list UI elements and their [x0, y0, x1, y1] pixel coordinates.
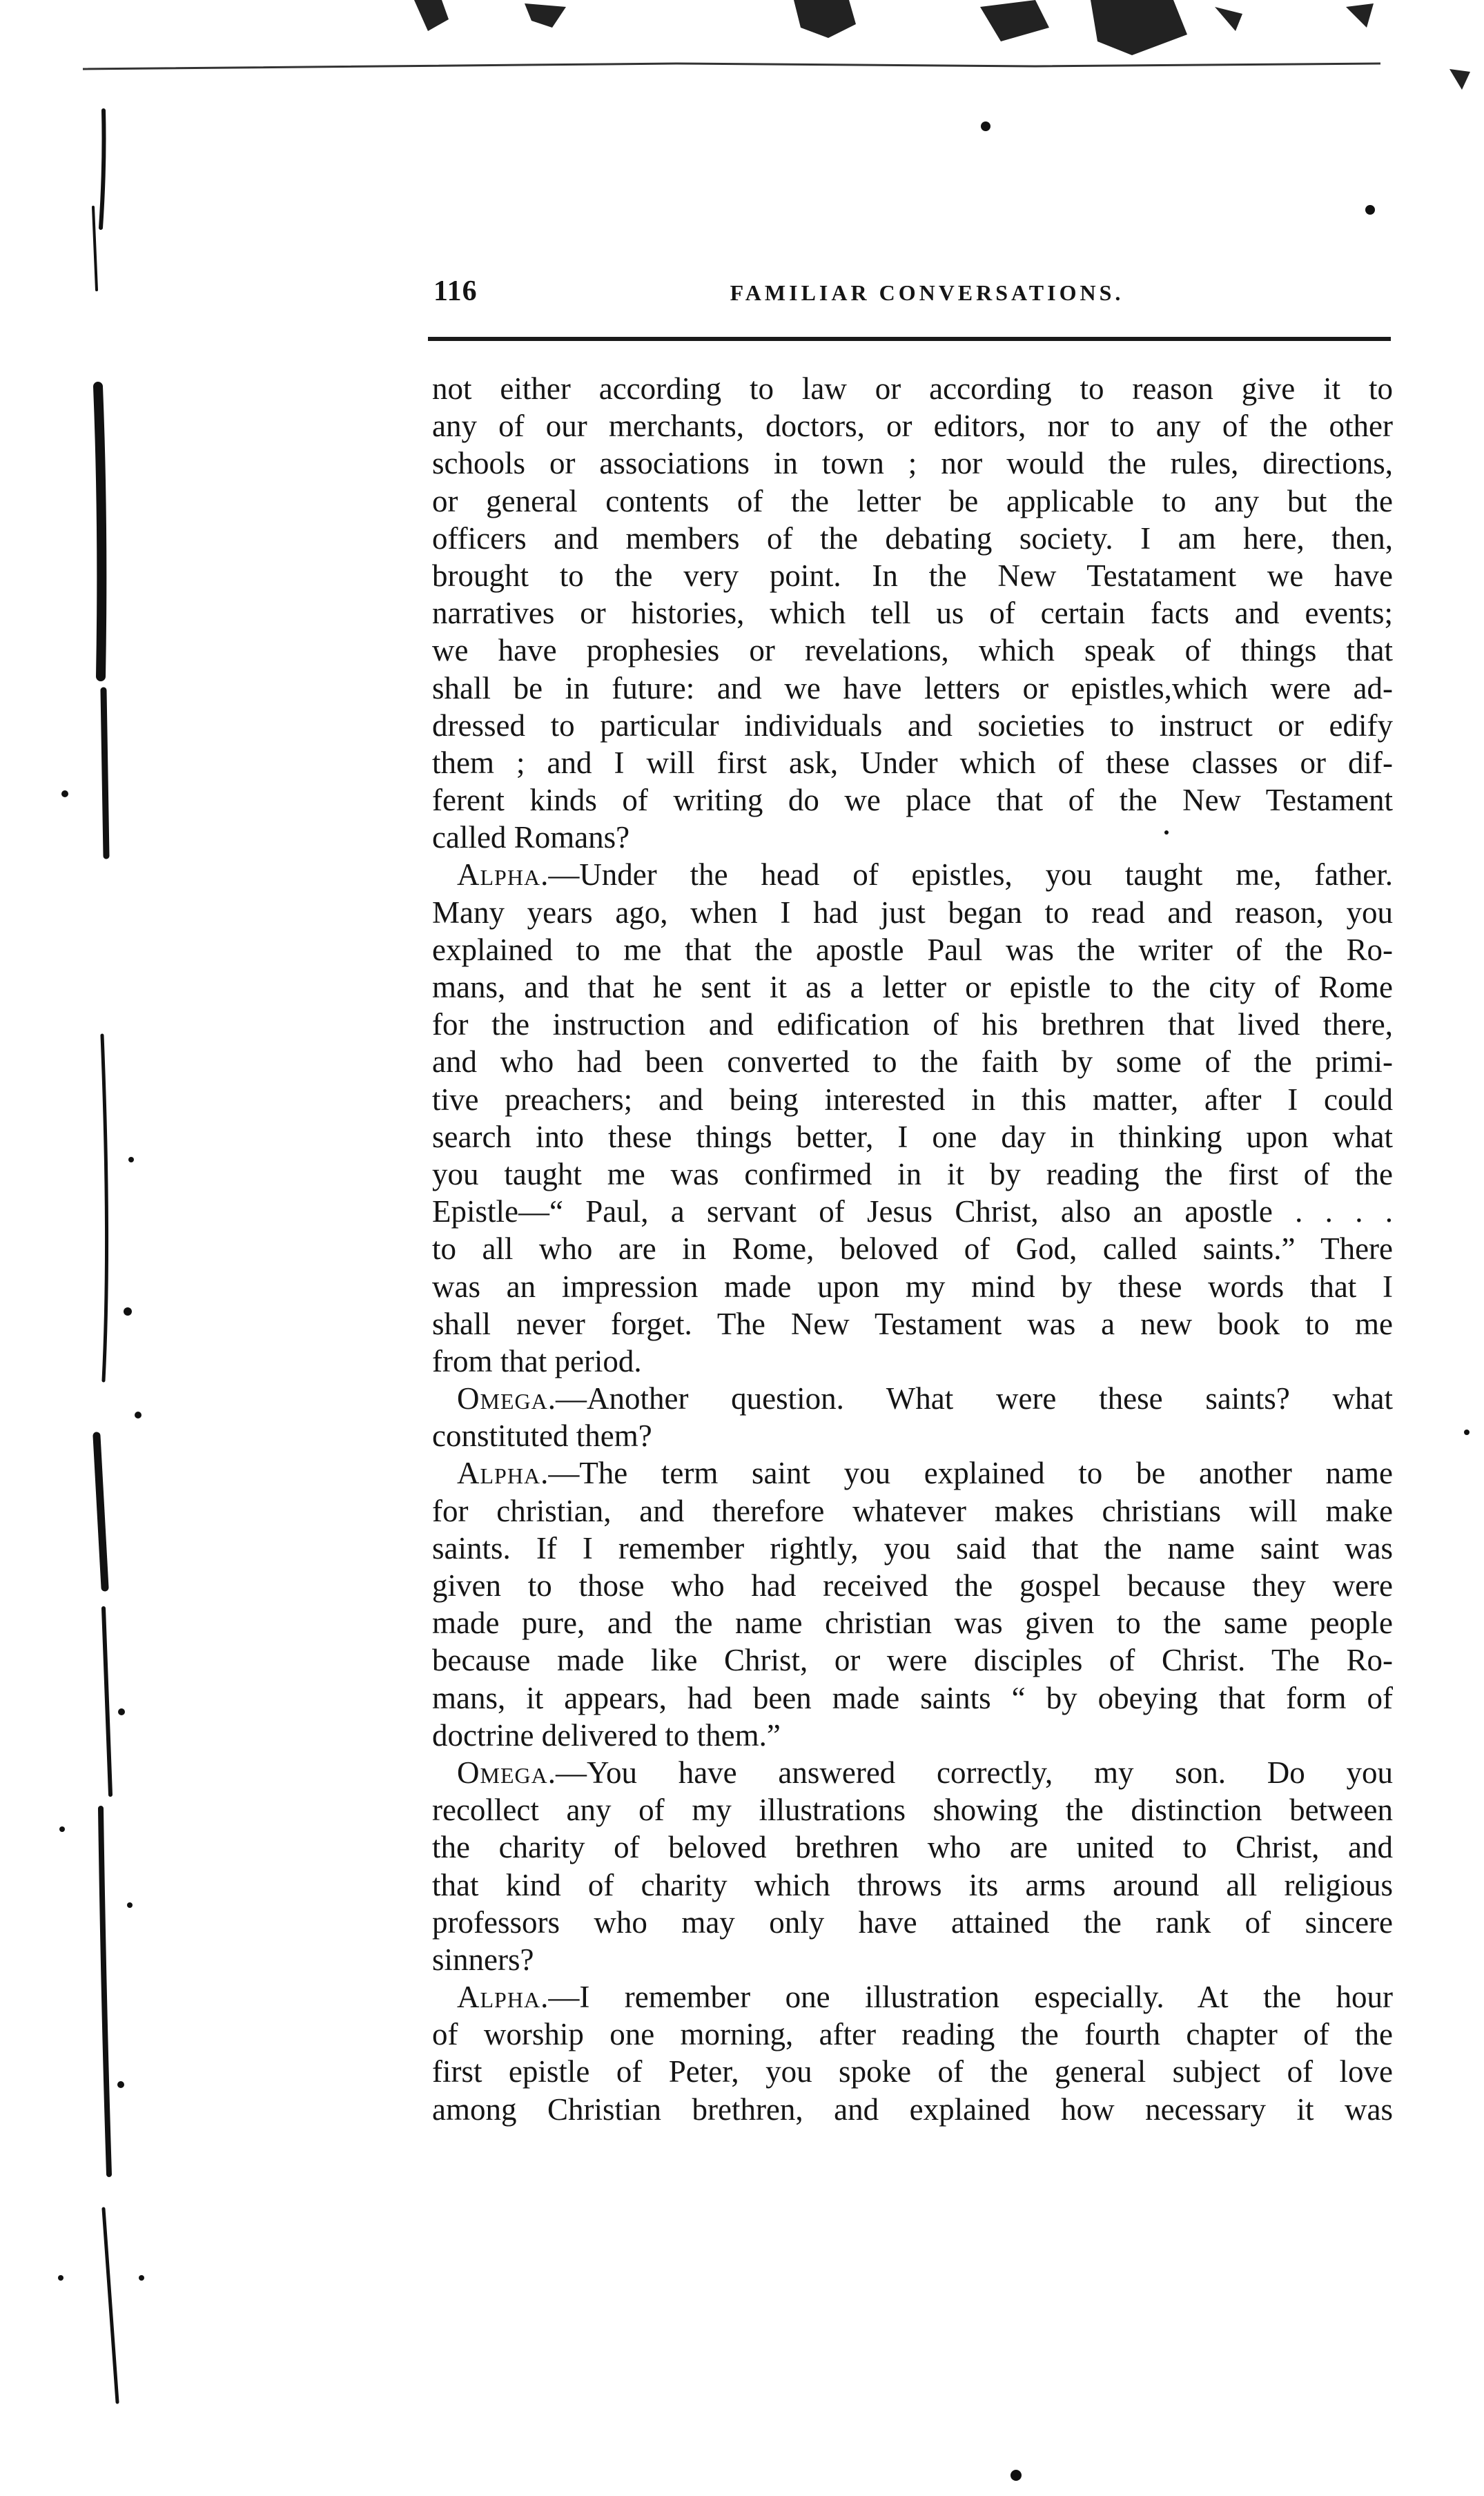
text-line: [432, 744, 1393, 781]
line-text: .—The term saint you explained to be another name: [540, 1456, 1393, 1491]
line-text: the charity of beloved brethren who are united to Christ, and: [432, 1830, 1393, 1865]
text-line: [432, 1230, 1393, 1267]
line-text: tive preachers; and being interested in this matter, after I could: [432, 1082, 1393, 1117]
text-line: [432, 1268, 1393, 1305]
text-line: [432, 1791, 1393, 1829]
line-text: professors who may only have attained the rank of sincere: [432, 1904, 1393, 1940]
text-line: [432, 1417, 1393, 1454]
line-text: because made like Christ, or were disciples of Christ. The Ro-: [432, 1643, 1393, 1678]
line-text: any of our merchants, doctors, or editors, nor to any of the other: [432, 409, 1393, 444]
speaker-name: Alpha: [457, 857, 541, 893]
line-text: sinners?: [432, 1942, 534, 1977]
text-line: [432, 1679, 1393, 1717]
text-line: [432, 557, 1393, 594]
top-edge-line: [83, 64, 1380, 69]
speaker-name: Omega: [457, 1755, 548, 1790]
line-text: search into these things better, I one day in thinking upon what: [432, 1119, 1393, 1154]
speaker-name: Alpha: [457, 1456, 541, 1491]
line-text: given to those who had received the gospel because they were: [432, 1568, 1393, 1603]
text-line: [432, 1081, 1393, 1118]
line-text: saints. If I remember rightly, you said that the name saint was: [432, 1530, 1393, 1566]
line-text: we have prophesies or revelations, which speak of things that: [432, 633, 1393, 668]
text-line: [432, 894, 1393, 931]
dialogue-line: [432, 1380, 1393, 1417]
text-line: [432, 1866, 1393, 1904]
text-line: [432, 2091, 1393, 2128]
speaker-name: Omega: [457, 1381, 548, 1416]
text-line: [432, 407, 1393, 445]
line-text: of worship one morning, after reading the fourth chapter of the: [432, 2017, 1393, 2052]
line-text: doctrine delivered to them.”: [432, 1717, 781, 1753]
text-line: [432, 1567, 1393, 1604]
line-text: not either according to law or according to reason give it to: [432, 371, 1393, 406]
dialogue-line: [432, 1754, 1393, 1791]
line-text: Many years ago, when I had just began to read and reason, you: [432, 895, 1393, 930]
text-line: [432, 1043, 1393, 1080]
line-text: was an impression made upon my mind by these words that I: [432, 1269, 1393, 1304]
text-line: [432, 1492, 1393, 1530]
text-line: [432, 632, 1393, 669]
text-line: [432, 781, 1393, 819]
line-text: officers and members of the debating society. I am here, then,: [432, 520, 1393, 556]
line-text: constituted them?: [432, 1418, 652, 1454]
line-text: them ; and I will first ask, Under which of these classes or dif-: [432, 745, 1393, 780]
text-line: [432, 2016, 1393, 2053]
line-text: .—You have answered correctly, my son. Do you: [547, 1755, 1393, 1790]
line-text: shall be in future: and we have letters or epistles,which were ad-: [432, 670, 1393, 705]
line-text: schools or associations in town ; nor would the rules, directions,: [432, 446, 1393, 481]
text-line: [432, 1006, 1393, 1043]
line-text: that kind of charity which throws its arms around all religious: [432, 1867, 1393, 1902]
left-edge-marks: [93, 110, 117, 2402]
text-line: [432, 1941, 1393, 1978]
line-text: explained to me that the apostle Paul was the writer of the Ro-: [432, 932, 1393, 967]
text-line: [432, 819, 1393, 856]
line-text: .—Another question. What were these saints? what: [547, 1381, 1393, 1416]
line-text: or general contents of the letter be applicable to any but the: [432, 483, 1393, 518]
line-text: for christian, and therefore whatever makes christians will make: [432, 1493, 1393, 1528]
line-text: you taught me was confirmed in it by reading the first of the: [432, 1156, 1393, 1191]
line-text: Epistle—“ Paul, a servant of Jesus Christ, also an apostle . . . .: [432, 1194, 1393, 1229]
text-line: [432, 2053, 1393, 2090]
text-line: [432, 1717, 1393, 1754]
text-line: [432, 968, 1393, 1006]
page-number: 116: [433, 275, 478, 307]
page-header: [433, 271, 1393, 312]
text-line: [432, 520, 1393, 557]
line-text: narratives or histories, which tell us of certain facts and events;: [432, 596, 1393, 631]
text-line: [432, 482, 1393, 520]
text-line: [432, 1641, 1393, 1679]
line-text: brought to the very point. In the New Testatament we have: [432, 558, 1393, 593]
speaker-name: Alpha: [457, 1980, 541, 2015]
line-text: made pure, and the name christian was given to the same people: [432, 1606, 1393, 1641]
line-text: ferent kinds of writing do we place that of the New Testament: [432, 783, 1393, 818]
top-edge-smudges: [414, 0, 1470, 90]
line-text: among Christian brethren, and explained how necessary it was: [432, 2092, 1393, 2127]
text-line: [432, 1156, 1393, 1193]
text-line: [432, 1530, 1393, 1567]
running-head: FAMILIAR CONVERSATIONS.: [730, 280, 1124, 305]
text-line: [432, 370, 1393, 407]
line-text: shall never forget. The New Testament was a new book to me: [432, 1306, 1393, 1341]
line-text: mans, and that he sent it as a letter or epistle to the city of Rome: [432, 970, 1393, 1004]
dialogue-line: [432, 1454, 1393, 1492]
line-text: .—Under the head of epistles, you taught me, father.: [540, 857, 1393, 893]
text-line: [432, 1305, 1393, 1343]
line-text: from that period.: [432, 1343, 642, 1378]
line-text: first epistle of Peter, you spoke of the general subject of love: [432, 2054, 1393, 2089]
text-line: [432, 707, 1393, 744]
header-rule: [428, 337, 1391, 341]
line-text: .—I remember one illustration especially. At the hour: [540, 1980, 1393, 2015]
text-line: [432, 1904, 1393, 1941]
text-line: [432, 1193, 1393, 1230]
line-text: recollect any of my illustrations showing the distinction between: [432, 1793, 1393, 1828]
text-line: [432, 1343, 1393, 1380]
text-line: [432, 670, 1393, 707]
line-text: to all who are in Rome, beloved of God, called saints.” There: [432, 1231, 1393, 1267]
line-text: mans, it appears, had been made saints “ by obeying that form of: [432, 1680, 1393, 1715]
text-line: [432, 1829, 1393, 1866]
body-text: [432, 370, 1393, 2128]
dialogue-line: [432, 1978, 1393, 2016]
line-text: for the instruction and edification of his brethren that lived there,: [432, 1007, 1393, 1042]
line-text: and who had been converted to the faith by some of the primi-: [432, 1044, 1393, 1080]
text-line: [432, 1604, 1393, 1641]
line-text: dressed to particular individuals and societies to instruct or edify: [432, 708, 1393, 743]
text-line: [432, 445, 1393, 482]
line-text: called Romans?: [432, 820, 630, 855]
text-line: [432, 931, 1393, 968]
text-line: [432, 1118, 1393, 1156]
text-line: [432, 594, 1393, 632]
dialogue-line: [432, 856, 1393, 893]
